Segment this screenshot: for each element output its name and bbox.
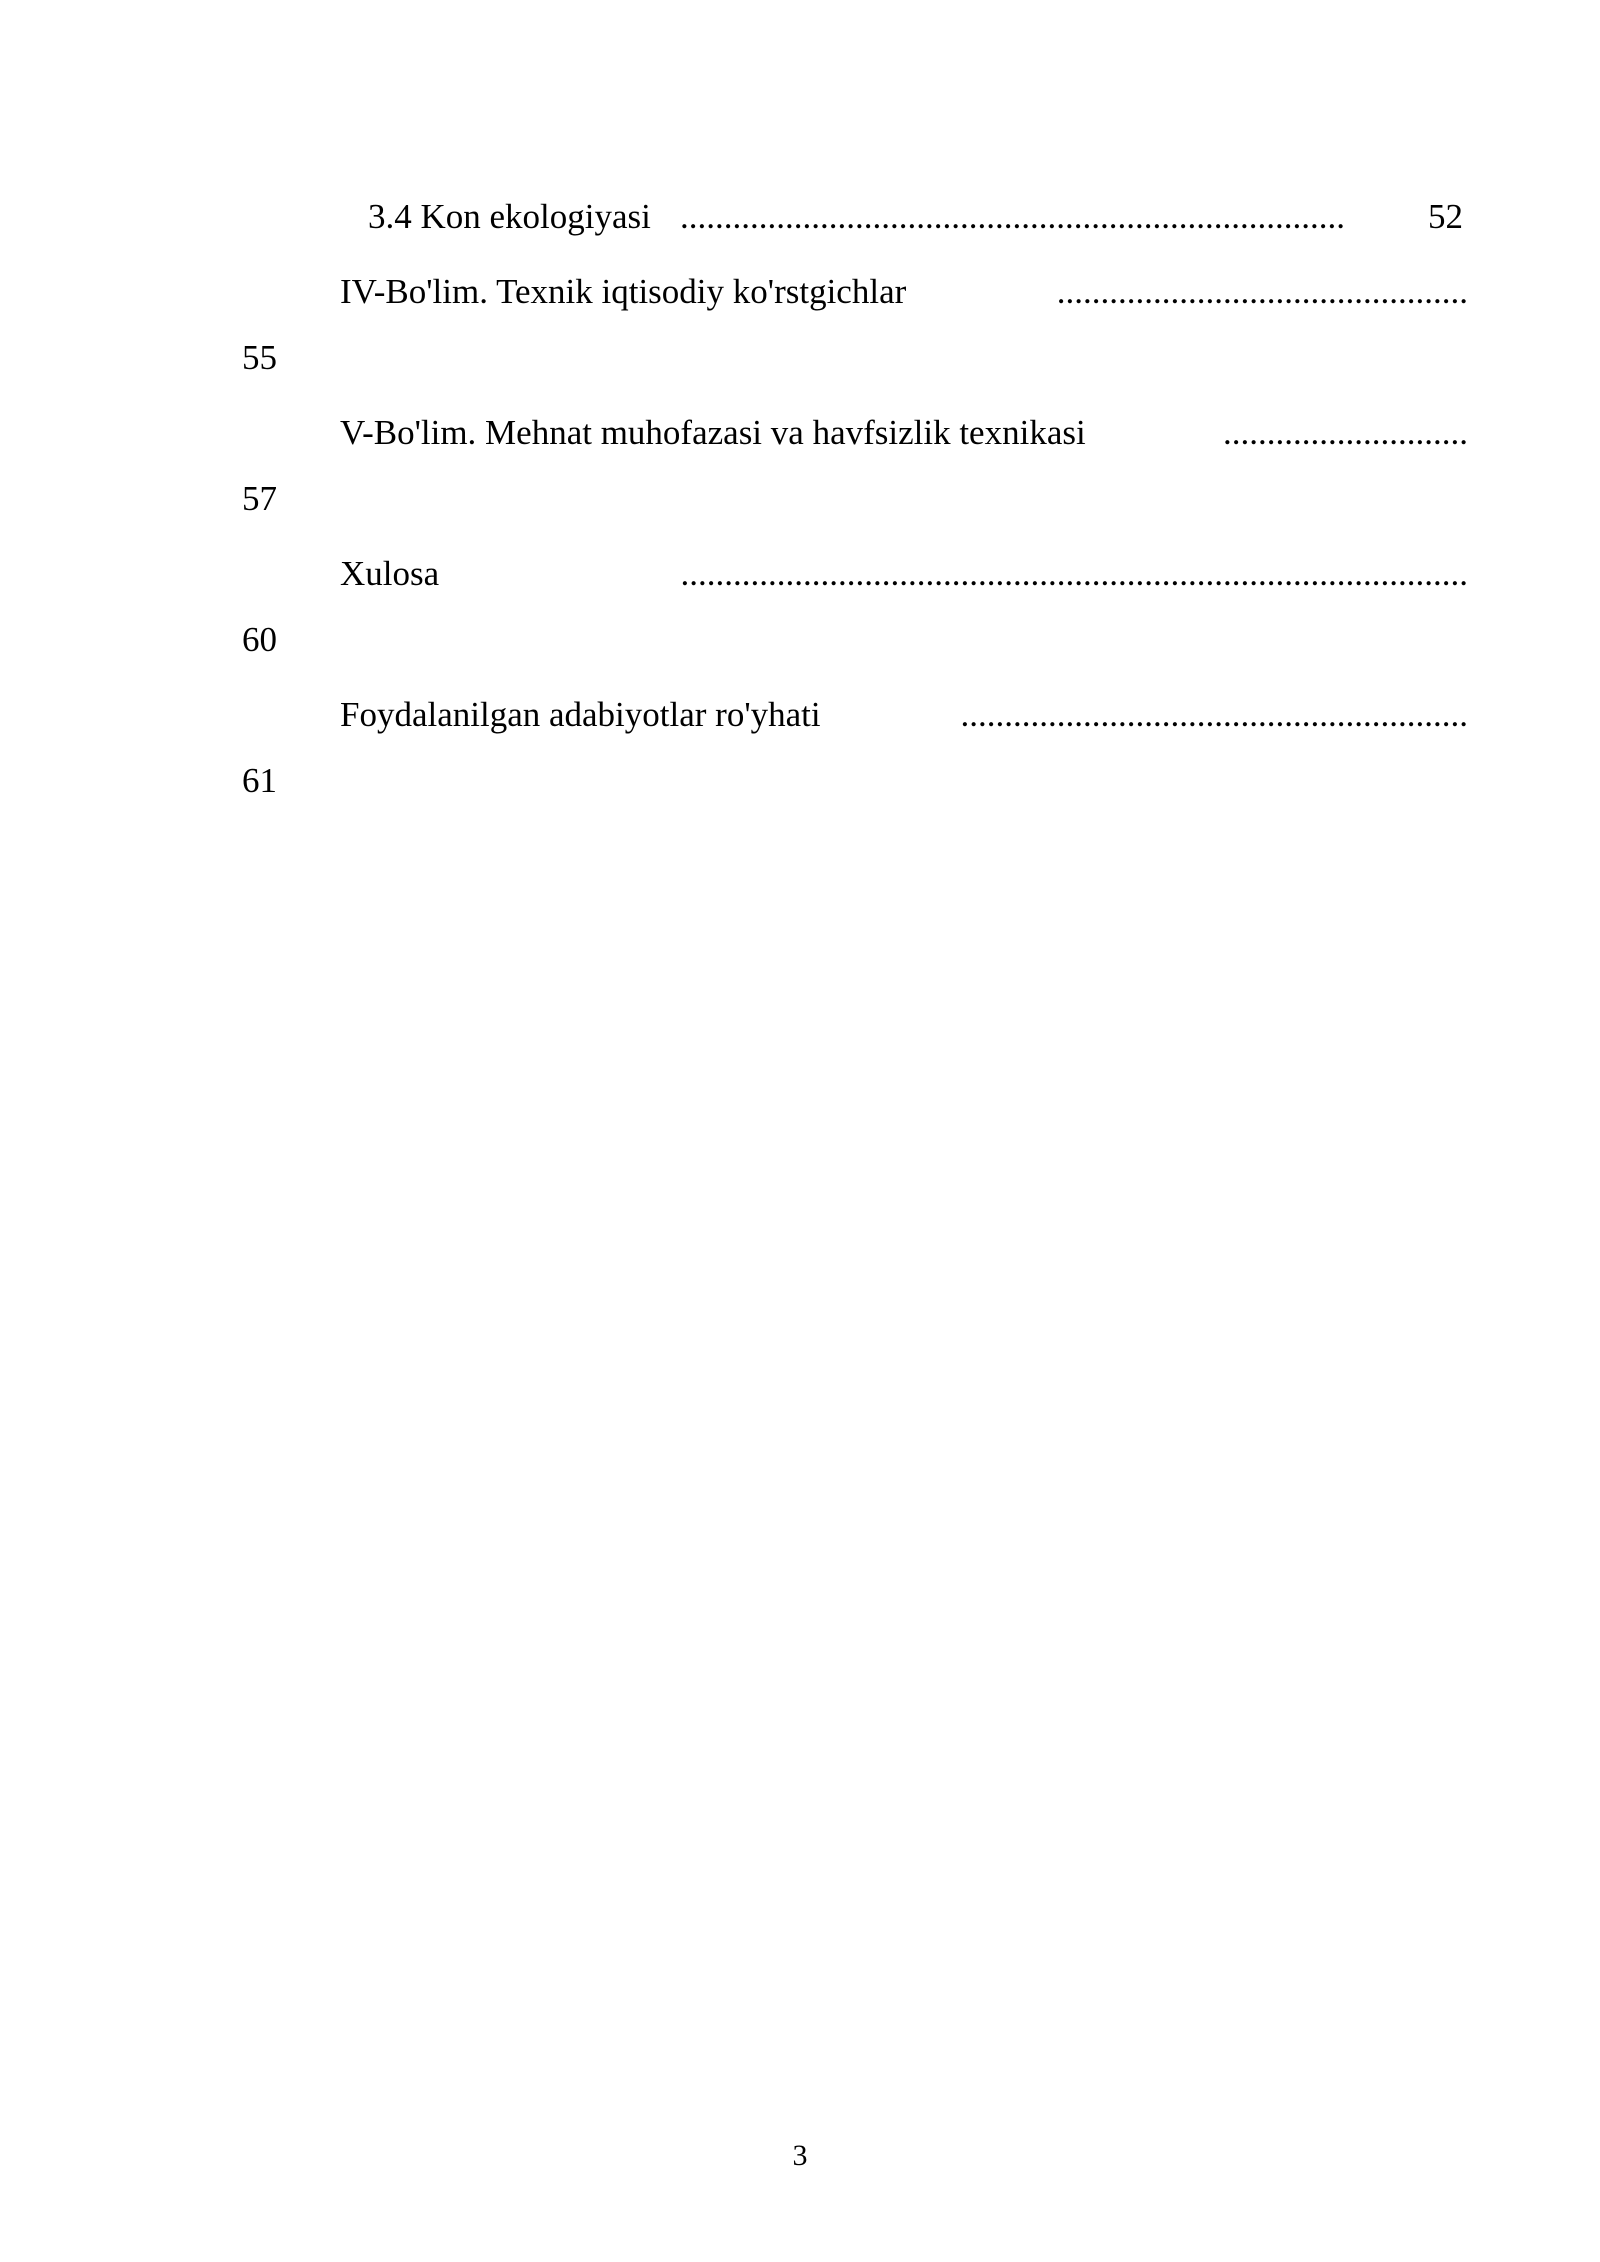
toc-entry-page: 52 bbox=[1428, 197, 1463, 236]
toc-entry-page: 55 bbox=[242, 338, 277, 377]
footer-page-number: 3 bbox=[792, 2139, 808, 2172]
toc-entry-leader: .......................................................................................... bbox=[680, 554, 1468, 593]
toc-entry-title: IV-Bo'lim. Texnik iqtisodiy ko'rstgichlar bbox=[340, 272, 907, 311]
toc-entry-leader: ............................................................................ bbox=[680, 197, 1345, 236]
toc-entry-page: 60 bbox=[242, 620, 277, 659]
toc-entry-title: Foydalanilgan adabiyotlar ro'yhati bbox=[340, 695, 821, 734]
toc-entry-title: 3.4 Kon ekologiyasi bbox=[368, 197, 651, 236]
toc-entry-leader: .......................................................... bbox=[960, 695, 1468, 734]
toc-entry-page: 61 bbox=[242, 761, 277, 800]
toc-entry-leader: ............................ bbox=[1223, 413, 1468, 452]
toc-entry-leader: ............................................... bbox=[1056, 272, 1468, 311]
toc-entry-page: 57 bbox=[242, 479, 277, 518]
toc-entry-title: Xulosa bbox=[340, 554, 440, 593]
toc-entry-title: V-Bo'lim. Mehnat muhofazasi va havfsizlik texnikasi bbox=[340, 413, 1086, 452]
